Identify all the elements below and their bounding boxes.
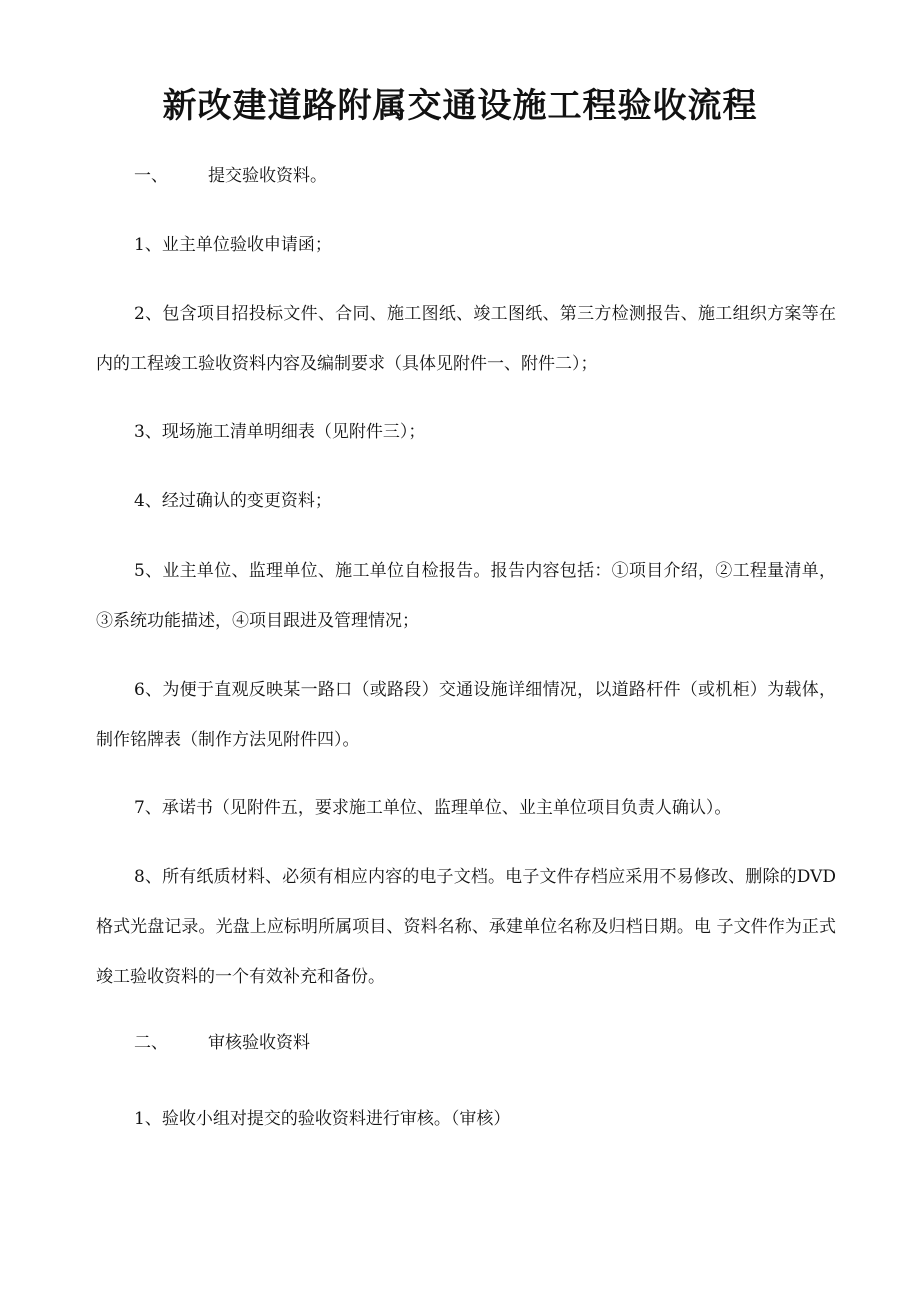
list-item: 7、承诺书（见附件五，要求施工单位、监理单位、业主单位项目负责人确认）。 (134, 798, 732, 818)
list-item: 5、业主单位、监理单位、施工单位自检报告。报告内容包括：①项目介绍，②工程量清单，③系统功能描述，④项目跟进及管理情况； (96, 561, 836, 631)
section-number: 一、 (134, 166, 168, 186)
list-item: 1、验收小组对提交的验收资料进行审核。（审核） (134, 1109, 511, 1129)
section-number: 二、 (134, 1033, 168, 1053)
list-item: 8、所有纸质材料、必须有相应内容的电子文档。电子文件存档应采用不易修改、删除的DVD格式光盘记录。光盘上应标明所属项目、资料名称、承建单位名称及归档日期。电 子文件作为正式竣工验收资料的一个有效补充和备份。 (96, 867, 836, 987)
section-title: 审核验收资料 (208, 1033, 310, 1053)
section-heading-1 (134, 161, 327, 191)
section-heading-2 (134, 1028, 310, 1058)
list-item: 4、经过确认的变更资料； (134, 491, 332, 511)
list-item: 1、业主单位验收申请函； (134, 235, 332, 255)
list-item: 6、为便于直观反映某一路口（或路段）交通设施详细情况，以道路杆件（或机柜）为载体，制作铭牌表（制作方法见附件四）。 (96, 680, 836, 750)
list-item: 2、包含项目招投标文件、合同、施工图纸、竣工图纸、第三方检测报告、施工组织方案等在内的工程竣工验收资料内容及编制要求（具体见附件一、附件二）； (96, 304, 836, 374)
document-title: 新改建道路附属交通设施工程验收流程 (162, 86, 758, 126)
section-title: 提交验收资料。 (208, 166, 327, 186)
list-item: 3、现场施工清单明细表（见附件三）； (134, 422, 426, 442)
